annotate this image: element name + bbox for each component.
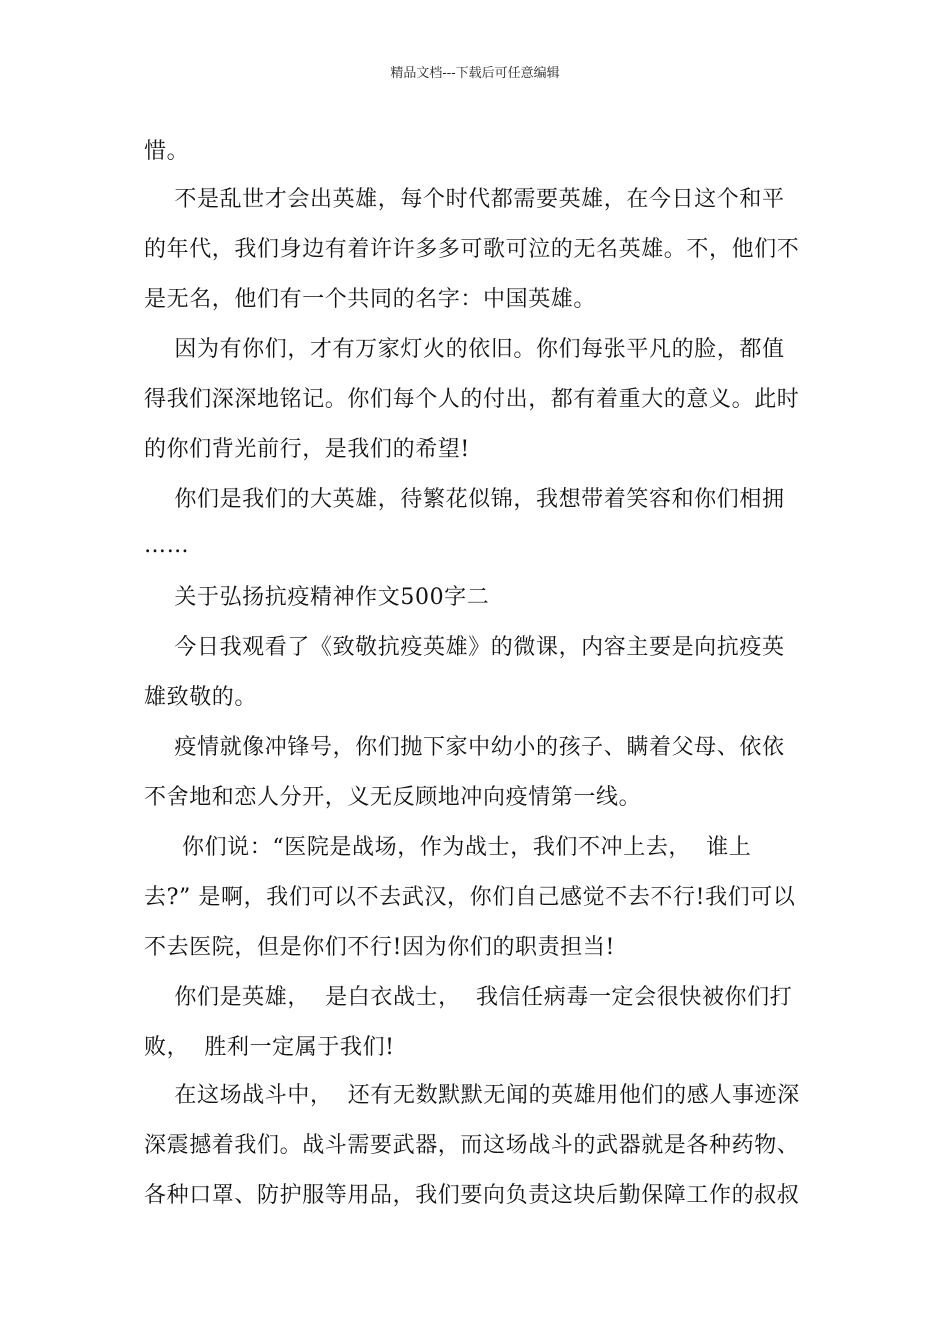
text-line: 各种口罩、防护服等用品，我们要向负责这块后勤保障工作的叔叔 xyxy=(144,1183,800,1208)
text-line: 的年代，我们身边有着许许多多可歌可泣的无名英雄。不，他们不 xyxy=(144,237,800,262)
text-line: 深震撼着我们。战斗需要武器，而这场战斗的武器就是各种药物、 xyxy=(144,1133,800,1158)
text-line: 败， 胜利一定属于我们! xyxy=(144,1035,395,1060)
text-line: 在这场战斗中， 还有无数默默无闻的英雄用他们的感人事迹深 xyxy=(144,1083,800,1108)
section-heading: 关于弘扬抗疫精神作文500字二 xyxy=(144,585,490,610)
text-line: 的你们背光前行，是我们的希望! xyxy=(144,437,470,462)
text-line: 是无名，他们有一个共同的名字：中国英雄。 xyxy=(144,287,597,312)
text-line: 你们说：“医院是战场，作为战士，我们不冲上去， 谁上 xyxy=(144,835,752,860)
text-line: 惜。 xyxy=(144,139,190,164)
text-line: 去?” 是啊，我们可以不去武汉，你们自己感觉不去不行!我们可以 xyxy=(144,885,796,910)
page-header: 精品文档---下载后可任意编辑 xyxy=(390,66,560,81)
text-line: 不是乱世才会出英雄，每个时代都需要英雄，在今日这个和平 xyxy=(144,187,785,212)
text-line: …… xyxy=(144,533,190,558)
text-line: 你们是英雄， 是白衣战士， 我信任病毒一定会很快被你们打 xyxy=(144,985,793,1010)
text-line: 不舍地和恋人分开，义无反顾地冲向疫情第一线。 xyxy=(144,785,642,810)
text-line: 不去医院，但是你们不行!因为你们的职责担当! xyxy=(144,935,615,960)
text-line: 你们是我们的大英雄，待繁花似锦，我想带着笑容和你们相拥 xyxy=(144,487,785,512)
text-line: 因为有你们，才有万家灯火的依旧。你们每张平凡的脸，都值 xyxy=(144,337,785,362)
text-line: 今日我观看了《致敬抗疫英雄》的微课，内容主要是向抗疫英 xyxy=(144,635,785,660)
text-line: 得我们深深地铭记。你们每个人的付出，都有着重大的意义。此时 xyxy=(144,387,800,412)
text-line: 雄致敬的。 xyxy=(144,685,258,710)
text-line: 疫情就像冲锋号，你们抛下家中幼小的孩子、瞒着父母、依依 xyxy=(144,735,785,760)
